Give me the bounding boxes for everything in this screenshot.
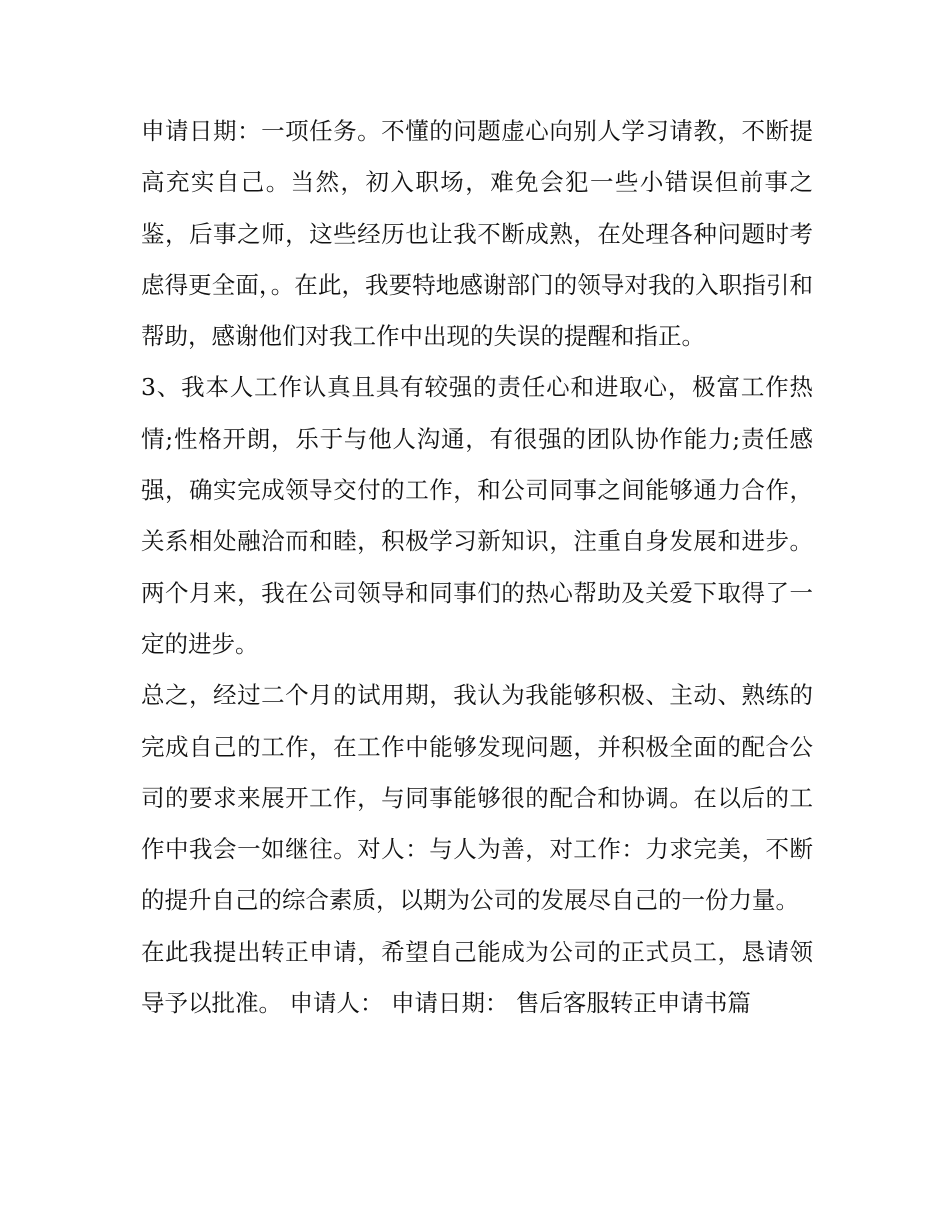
paragraph-4: 在此我提出转正申请，希望自己能成为公司的正式员工，恳请领导予以批准。 申请人： 申请日期： 售后客服转正申请书篇: [141, 937, 813, 1018]
paragraph-3: 总之，经过二个月的试用期，我认为我能够积极、主动、熟练的完成自己的工作，在工作中能够发现问题，并积极全面的配合公司的要求来展开工作，与同事能够很的配合和协调。在以后的工作中我会一如继往。对人：与人为善，对工作：力求完美，不断的提升自己的综合素质，以期为公司的发展尽自己的一份力量。: [141, 681, 813, 915]
document-body: [141, 106, 813, 1029]
paragraph-1: 申请日期：一项任务。不懂的问题虚心向别人学习请教，不断提高充实自己。当然，初入职场，难免会犯一些小错误但前事之鉴，后事之师，这些经历也让我不断成熟，在处理各种问题时考虑得更全面，。在此，我要特地感谢部门的领导对我的入职指引和帮助，感谢他们对我工作中出现的失误的提醒和指正。: [141, 117, 813, 351]
paragraph-2: 3、我本人工作认真且具有较强的责任心和进取心，极富工作热情;性格开朗，乐于与他人沟通，有很强的团队协作能力;责任感强，确实完成领导交付的工作，和公司同事之间能够通力合作，关系相处融洽而和睦，积极学习新知识，注重自身发展和进步。两个月来，我在公司领导和同事们的热心帮助及关爱下取得了一定的进步。: [141, 373, 813, 658]
